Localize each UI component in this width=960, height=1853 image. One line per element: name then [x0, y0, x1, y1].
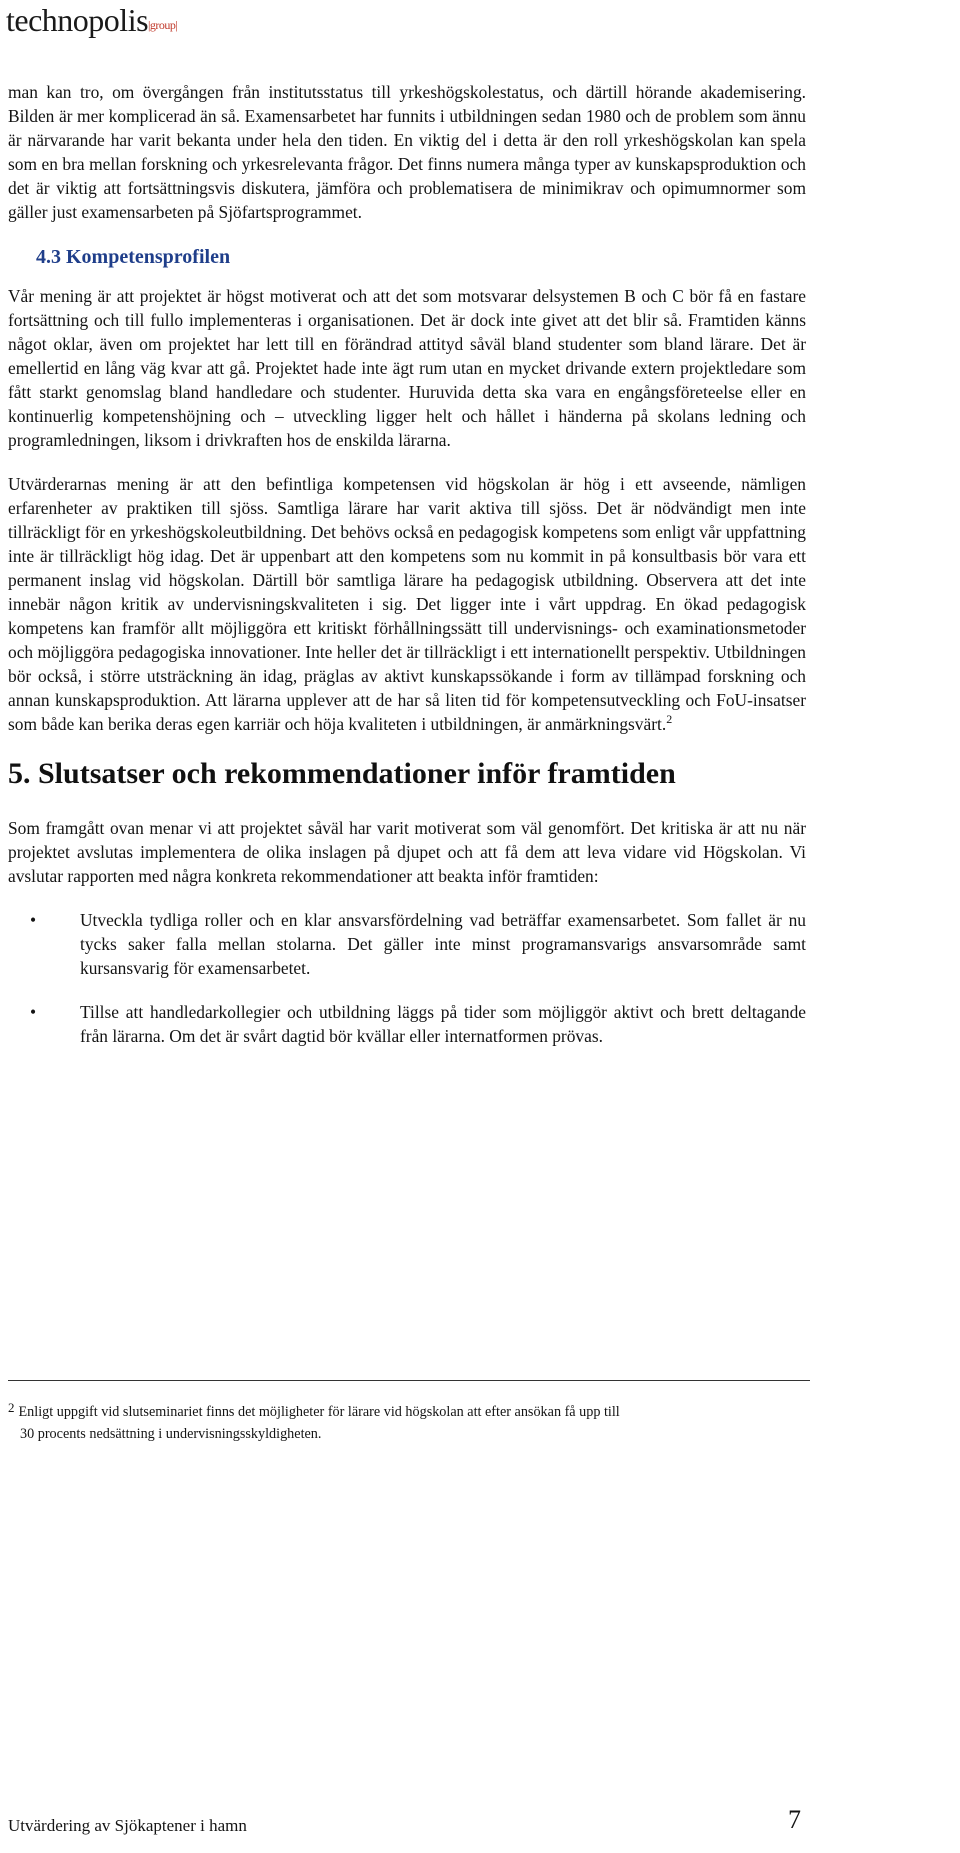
bullet-icon: • [30, 910, 37, 930]
bullet-icon: • [30, 1002, 37, 1022]
document-body [8, 80, 806, 1068]
list-item-text: Tillse att handledarkollegier och utbildning läggs på tider som möjliggör aktivt och brett deltagande från lärarna. Om det är svårt dagtid bör kvällar eller internatformen prövas. [80, 1002, 806, 1046]
footnote-mark: 2 [8, 1400, 15, 1415]
footnote-line-1 [8, 1397, 808, 1423]
paragraph-competence [8, 472, 806, 736]
footer-title: Utvärdering av Sjökaptener i hamn [8, 1816, 247, 1835]
footnote-reference[interactable]: 2 [666, 712, 673, 726]
footnote-divider [8, 1380, 810, 1381]
page-number: 7 [788, 1805, 801, 1834]
list-item [8, 908, 806, 980]
footnote-text-2: 30 procents nedsättning i undervisningsskyldigheten. [20, 1426, 322, 1442]
footnote [8, 1397, 808, 1445]
paragraph-intro: man kan tro, om övergången från institutsstatus till yrkeshögskolestatus, och därtill hörande akademisering. Bilden är mer komplicerad än så. Examensarbetet har funnits i utbildningen sedan 1980 och de problem som ännu är närvarande har varit bekanta under hela den tiden. En viktig del i detta är den roll yrkeshögskolan kan spela som en bra mellan forskning och yrkesrelevanta frågor. Det finns numera många typer av kunskapsproduktion och det är viktig att fortsättningsvis diskutera, jämföra och problematisera de minimikrav och opimumnormer som gäller just examensarbeten på Sjöfartsprogrammet. [8, 82, 806, 222]
logo-group-text: |group| [148, 18, 178, 32]
list-item-text: Utveckla tydliga roller och en klar ansvarsfördelning vad beträffar examensarbetet. Som fallet är nu tycks saker falla mellan stolarna. Det gäller inte minst programansvarigs ansvarsområde samt kursansvarig för examensarbetet. [80, 910, 806, 978]
recommendations-list [8, 908, 806, 1048]
list-item [8, 1000, 806, 1048]
footnote-text-1: Enligt uppgift vid slutseminariet finns det möjligheter för lärare vid högskolan att efter ansökan få upp till [18, 1404, 620, 1420]
paragraph-competence-text: Utvärderarnas mening är att den befintliga kompetensen vid högskolan är hög i ett avseende, nämligen erfarenheter av praktiken till sjöss. Samtliga lärare har varit aktiva till sjöss. Det är nödvändigt men inte tillräckligt för en yrkeshögskoleutbildning. Det behövs också en pedagogisk kompetens som enligt vår uppfattning inte är tillräckligt hög idag. Det är uppenbart att den kompetens som nu kommit in på konsultbasis bör vara ett permanent inslag vid högskolan. Därtill bör samtliga lärare ha pedagogisk utbildning. Observera att det inte innebär någon kritik av undervisningskvaliteten i sig. Det ligger inte i vårt uppdrag. En ökad pedagogisk kompetens kan framför allt möjliggöra ett kritiskt förhållningssätt till undervisnings- och examinationsmetoder och möjliggöra pedagogiska innovationer. Inte heller det är tillräckligt i ett internationellt perspektiv. Utbildningen bör också, i större utsträckning än idag, präglas av aktivt kunskapssökande i form av tillämpad forskning och annan kunskapsproduktion. Att lärarna upplever att de har så liten tid för kompetensutveckling och FoU-insatser som både kan berika deras egen karriär och höja kvaliteten i utbildningen, är anmärkningsvärt. [8, 474, 806, 734]
logo-text: technopolis [6, 2, 149, 38]
paragraph-project-opinion: Vår mening är att projektet är högst motiverat och att det som motsvarar delsystemen B och C bör få en fastare fortsättning och till fullo implementeras i organisationen. Det är dock inte givet att det blir så. Framtiden känns något oklar, även om projektet har lett till en förändrad attityd såväl bland studenter som bland lärare. Det är emellertid en lång väg kvar att gå. Projektet hade inte ägt rum utan en mycket drivande extern projektledare som fått starkt genomslag bland handledare och studenter. Huruvida detta ska vara en engångsföreteelse eller en kontinuerlig kompetenshöjning och – utveckling ligger helt och hållet i händerna på skolans ledning och programledningen, liksom i drivkraften hos de enskilda lärarna. [8, 286, 806, 450]
section-heading-4-3: 4.3 Kompetensprofilen [36, 246, 231, 268]
paragraph-conclusions: Som framgått ovan menar vi att projektet såväl har varit motiverat som väl genomfört. Det kritiska är att nu när projektet avslutas implementera de olika inslagen på djupet och att få dem att leva vidare vid Högskolan. Vi avslutar rapporten med några konkreta rekommendationer att beakta inför framtiden: [8, 818, 806, 886]
section-heading-5: 5. Slutsatser och rekommendationer inför framtiden [8, 757, 676, 790]
technopolis-logo [6, 2, 177, 39]
